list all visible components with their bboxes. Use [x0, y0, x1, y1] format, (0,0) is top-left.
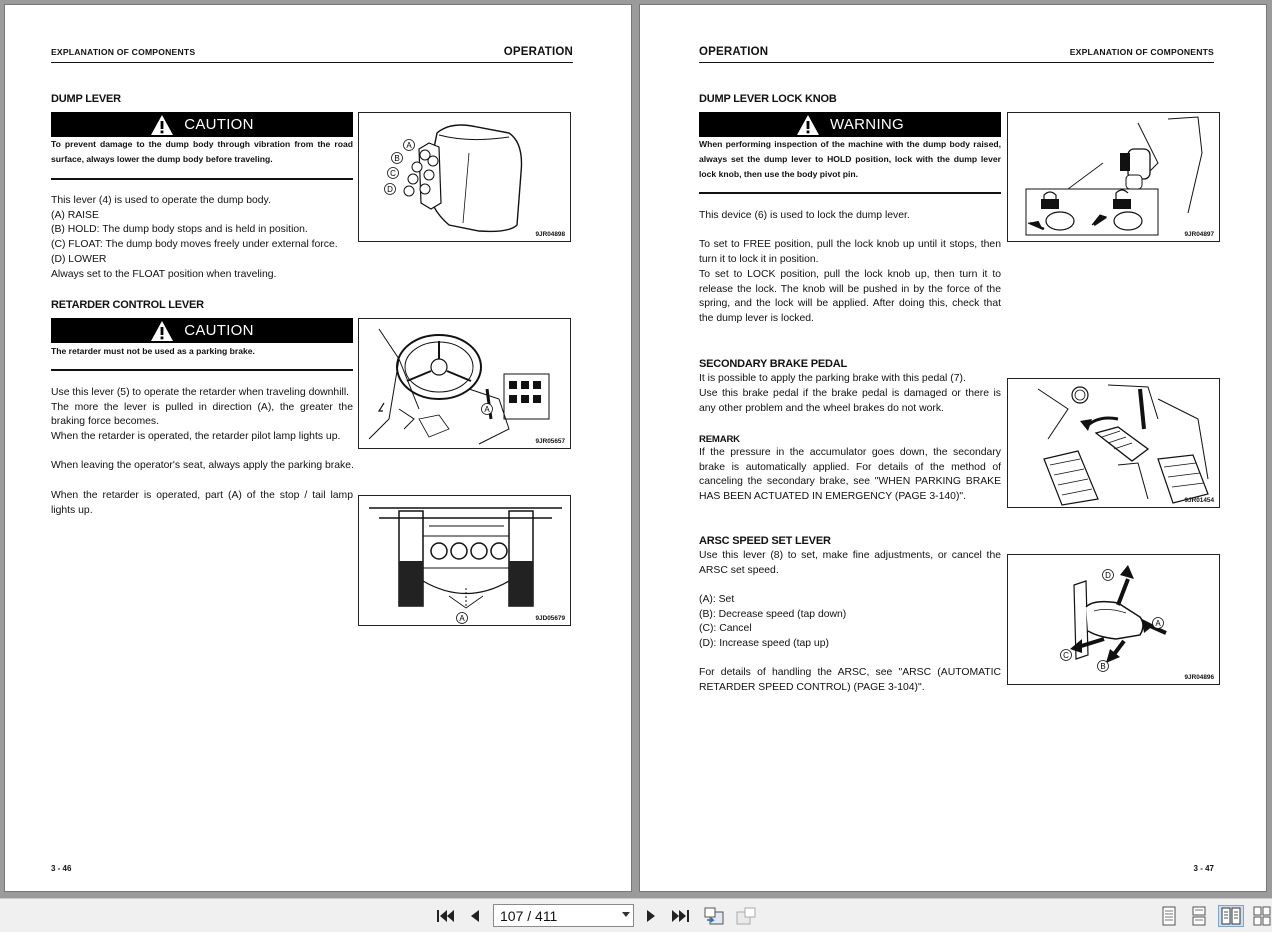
- text-line: (C) FLOAT: The dump body moves freely under external force.: [51, 239, 338, 251]
- next-page-icon: [644, 908, 658, 924]
- forward-view-icon: [735, 906, 757, 926]
- heading-arsc-speed-set-lever: ARSC SPEED SET LEVER: [699, 535, 831, 547]
- single-page-icon: [1161, 906, 1177, 926]
- figure-id: 9JR01454: [1184, 497, 1214, 504]
- page-number: 3 - 46: [51, 864, 72, 873]
- chevron-down-icon: [622, 912, 630, 917]
- fig-label: A: [484, 405, 490, 414]
- facing-pages-icon: [1221, 907, 1241, 925]
- heading-dump-lever: DUMP LEVER: [51, 93, 121, 105]
- page-right: [639, 4, 1267, 892]
- previous-page-button[interactable]: [464, 905, 486, 927]
- continuous-view-button[interactable]: [1188, 905, 1210, 927]
- remark-text: If the pressure in the accumulator goes down, the secondary brake is automatically applied. For details of the method of canceling the secondary brake, see "WHEN PARKING BRAKE HAS BEEN ACTUATED IN EMERGENCY (PAGE 3-140)".: [699, 447, 1001, 503]
- caution-label: CAUTION: [184, 116, 254, 133]
- figure-retarder-lever: [358, 318, 571, 449]
- list-item: (A): Set: [699, 594, 735, 605]
- figure-secondary-brake-pedal: [1007, 378, 1220, 508]
- continuous-facing-icon: [1253, 906, 1271, 926]
- text-line: (A) RAISE: [51, 209, 99, 221]
- caution-banner: [51, 318, 353, 343]
- remark-heading: REMARK: [699, 434, 740, 445]
- figure-id: 9JR04897: [1184, 231, 1214, 238]
- continuous-page-icon: [1191, 906, 1207, 926]
- page-number-select[interactable]: [493, 904, 634, 927]
- heading-retarder-control-lever: RETARDER CONTROL LEVER: [51, 299, 204, 311]
- last-page-icon: [671, 908, 691, 924]
- warning-triangle-icon: [150, 320, 174, 342]
- text-line: (B) HOLD: The dump body stops and is held in position.: [51, 224, 308, 236]
- lock-knob-description: This device (6) is used to lock the dump lever.: [699, 210, 910, 221]
- fig-label: A: [1155, 619, 1161, 628]
- first-page-button[interactable]: [433, 905, 457, 927]
- single-page-view-button[interactable]: [1158, 905, 1180, 927]
- go-forward-view-button[interactable]: [734, 905, 758, 927]
- fig-label: A: [459, 614, 465, 623]
- caution-text: The retarder must not be used as a parking brake.: [51, 346, 255, 356]
- go-back-view-button[interactable]: [702, 905, 726, 927]
- secondary-brake-line-1: It is possible to apply the parking brake with this pedal (7).: [699, 373, 966, 384]
- warning-text: When performing inspection of the machine with the dump body raised, always set the dump lever to HOLD position, lock with the dump lever lock knob, then use the body pivot pin.: [699, 139, 1001, 179]
- secondary-brake-pedal-illustration: [1008, 379, 1221, 509]
- divider: [51, 178, 353, 180]
- dump-lever-description: [51, 194, 353, 282]
- page-header: [699, 43, 1214, 63]
- list-item: (C): Cancel: [699, 623, 752, 635]
- back-view-icon: [703, 906, 725, 926]
- header-chapter-title: OPERATION: [699, 46, 769, 58]
- text-line: (D) LOWER: [51, 253, 107, 265]
- text-line: When the retarder is operated, the retarder pilot lamp lights up.: [51, 431, 341, 443]
- fig-label: D: [387, 185, 393, 194]
- arsc-options-list: [699, 593, 1001, 652]
- page-number: 3 - 47: [1193, 864, 1214, 873]
- page-header: [51, 43, 573, 63]
- parking-brake-note: When leaving the operator's seat, always apply the parking brake.: [51, 460, 354, 471]
- figure-dump-lever: [358, 112, 571, 242]
- list-item: (D): Increase speed (tap up): [699, 638, 829, 650]
- figure-id: 9JR04896: [1184, 674, 1214, 681]
- first-page-icon: [435, 908, 455, 924]
- viewer-toolbar: [0, 898, 1272, 932]
- next-page-button[interactable]: [640, 905, 662, 927]
- fig-label: B: [394, 154, 400, 163]
- dump-lever-illustration: [359, 113, 572, 243]
- retarder-lever-illustration: [359, 319, 572, 450]
- caution-text: To prevent damage to the dump body through vibration from the road surface, always lower the dump body before traveling.: [51, 139, 353, 164]
- arsc-description: Use this lever (8) to set, make fine adjustments, or cancel the ARSC set speed.: [699, 550, 1001, 576]
- stop-tail-lamp-note: When the retarder is operated, part (A) of the stop / tail lamp lights up.: [51, 490, 353, 516]
- text-line: Always set to the FLOAT position when traveling.: [51, 268, 277, 280]
- figure-stop-tail-lamp: [358, 495, 571, 626]
- last-page-button[interactable]: [669, 905, 693, 927]
- caution-label: CAUTION: [184, 322, 254, 339]
- text-line: The more the lever is pulled in direction (A), the greater the braking force becomes.: [51, 401, 353, 428]
- facing-pages-view-button[interactable]: [1218, 905, 1244, 927]
- divider: [51, 369, 353, 371]
- caution-banner: [51, 112, 353, 137]
- heading-dump-lever-lock-knob: DUMP LEVER LOCK KNOB: [699, 93, 837, 105]
- heading-secondary-brake-pedal: SECONDARY BRAKE PEDAL: [699, 358, 847, 370]
- fig-label: C: [1063, 651, 1069, 660]
- warning-triangle-icon: [796, 114, 820, 136]
- continuous-facing-view-button[interactable]: [1252, 905, 1272, 927]
- fig-label: A: [406, 141, 412, 150]
- figure-id: 9JD05679: [535, 615, 565, 622]
- previous-page-icon: [468, 908, 482, 924]
- figure-arsc-lever: [1007, 554, 1220, 685]
- text-line: Use this lever (5) to operate the retarder when traveling downhill.: [51, 387, 350, 398]
- warning-label: WARNING: [829, 116, 905, 133]
- retarder-description: [51, 386, 353, 445]
- secondary-brake-line-2: Use this brake pedal if the brake pedal is damaged or there is any other problem and the wheel brakes do not work.: [699, 388, 1001, 414]
- divider: [699, 192, 1001, 194]
- warning-triangle-icon: [150, 114, 174, 136]
- arsc-lever-illustration: [1008, 555, 1221, 686]
- header-chapter-title: OPERATION: [503, 46, 573, 58]
- lock-knob-illustration: [1008, 113, 1221, 243]
- arsc-reference: For details of handling the ARSC, see "ARSC (AUTOMATIC RETARDER SPEED CONTROL) (PAGE 3-104)".: [699, 667, 1001, 693]
- lock-knob-lock: To set to LOCK position, pull the lock knob up, then turn it to release the lock. The knob will be pushed in by the force of the spring, and the lock will be applied. After doing this, check that the dump lever is locked.: [699, 269, 1001, 325]
- fig-label: D: [1105, 571, 1111, 580]
- header-section-title: EXPLANATION OF COMPONENTS: [1069, 47, 1214, 57]
- stop-tail-lamp-illustration: [359, 496, 572, 627]
- warning-banner: [699, 112, 1001, 137]
- page-indicator: 107 / 411: [500, 908, 558, 924]
- fig-label: C: [390, 169, 396, 178]
- page-left: [4, 4, 632, 892]
- list-item: (B): Decrease speed (tap down): [699, 608, 847, 620]
- figure-id: 9JR05657: [535, 438, 565, 445]
- header-section-title: EXPLANATION OF COMPONENTS: [51, 47, 196, 57]
- text-line: This lever (4) is used to operate the dump body.: [51, 195, 271, 206]
- lock-knob-free: To set to FREE position, pull the lock knob up until it stops, then turn it to lock it in position.: [699, 239, 1001, 265]
- figure-id: 9JR04898: [535, 231, 565, 238]
- figure-lock-knob: [1007, 112, 1220, 242]
- fig-label: B: [1100, 662, 1106, 671]
